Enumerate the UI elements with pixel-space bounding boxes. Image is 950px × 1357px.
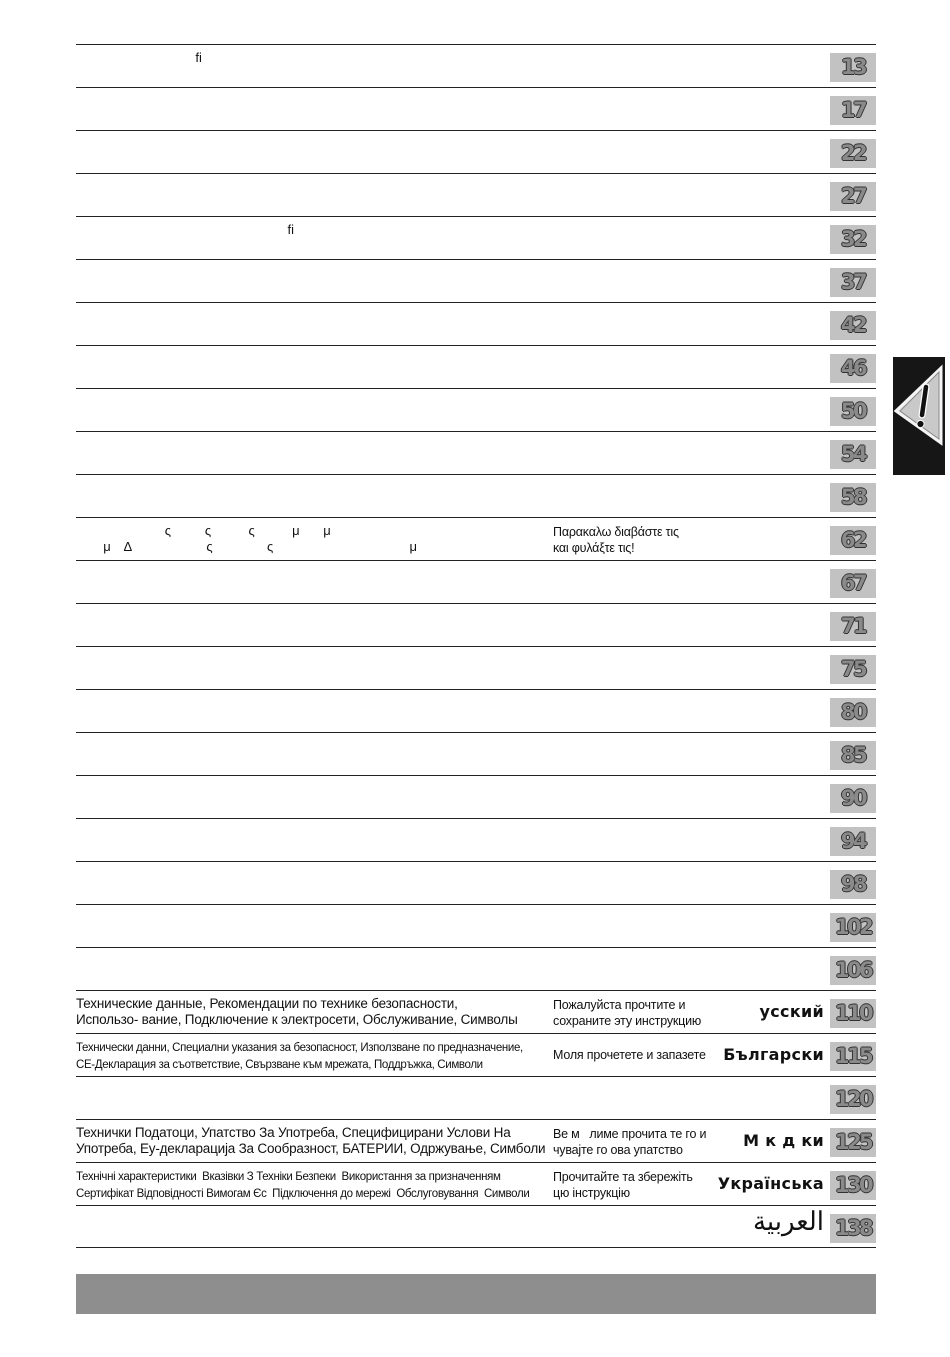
toc-row-note: Пожалуйста прочтите и сохраните эту инструкцию: [553, 998, 702, 1028]
toc-row-note: Моля прочетете и запазете: [553, 1048, 706, 1062]
toc-row: [76, 861, 876, 904]
warning-tab: [893, 357, 945, 475]
page-number-box[interactable]: [830, 1128, 876, 1157]
toc-row: [76, 173, 876, 216]
page-number: 102: [834, 915, 872, 939]
page-number: 71: [840, 614, 866, 638]
page-number-box[interactable]: [830, 268, 876, 297]
page-number: 98: [840, 872, 866, 896]
page-number: 80: [840, 700, 866, 724]
page-number-box[interactable]: [830, 483, 876, 512]
toc-row-description: ς ς ς μ μ μ Δ ς ς μ: [103, 523, 417, 554]
toc-row-language: усский: [759, 1002, 824, 1021]
footer-bar: [76, 1274, 876, 1314]
page-number-box[interactable]: [830, 569, 876, 598]
toc-row: [76, 818, 876, 861]
table-of-contents: [76, 44, 876, 1248]
page-number-box[interactable]: [830, 1042, 876, 1071]
toc-row-language: Українська: [717, 1174, 824, 1193]
page-number-box[interactable]: [830, 1085, 876, 1114]
page-number: 27: [840, 184, 866, 208]
page-number: 85: [840, 743, 866, 767]
toc-row-note: Прочитайте та збережіть цю інструкцію: [553, 1170, 693, 1200]
toc-row-language: Български: [723, 1045, 824, 1064]
toc-row: [76, 1162, 876, 1205]
page-number-box[interactable]: [830, 182, 876, 211]
toc-row: [76, 474, 876, 517]
toc-row: [76, 947, 876, 990]
toc-row: [76, 904, 876, 947]
page-number: 110: [834, 1001, 872, 1025]
page-number-box[interactable]: [830, 96, 876, 125]
toc-row: [76, 44, 876, 87]
page-number-box[interactable]: [830, 870, 876, 899]
page-number-box[interactable]: [830, 956, 876, 985]
toc-row-note: Ве м лиме прочита те го и чувајте го ова упатство: [553, 1127, 707, 1157]
page-number: 94: [840, 829, 866, 853]
page-number: 67: [840, 571, 866, 595]
toc-row-description: ﬁ: [76, 222, 294, 237]
page-number: 90: [840, 786, 866, 810]
toc-row: [76, 302, 876, 345]
page-number-box[interactable]: [830, 397, 876, 426]
toc-row: [76, 259, 876, 302]
page-number-box[interactable]: [830, 913, 876, 942]
page-number-box[interactable]: [830, 999, 876, 1028]
toc-row-description: Технически данни, Специални указания за безопасност, Използване по предназначение, CE-Декларация за съответствие, Свързване към мрежата, Поддръжка, Символи: [76, 1042, 523, 1071]
toc-row: [76, 431, 876, 474]
page-number-box[interactable]: [830, 440, 876, 469]
page-number-box[interactable]: [830, 1171, 876, 1200]
toc-row: [76, 990, 876, 1033]
toc-row: [76, 345, 876, 388]
page-number: 17: [840, 98, 866, 122]
page-number: 32: [840, 227, 866, 251]
page-number: 130: [834, 1173, 872, 1197]
page-number: 46: [840, 356, 866, 380]
page-number-box[interactable]: [830, 827, 876, 856]
page-number-box[interactable]: [830, 526, 876, 555]
toc-row-description: Технические данные, Рекомендации по технике безопасности, Использо- вание, Подключение к электросети, Обслуживание, Символы: [76, 996, 518, 1027]
page-number: 106: [834, 958, 872, 982]
page-number: 58: [840, 485, 866, 509]
page-number-box[interactable]: [830, 1214, 876, 1243]
toc-row: [76, 87, 876, 130]
page-number: 120: [834, 1087, 872, 1111]
toc-row: [76, 646, 876, 689]
toc-row: [76, 775, 876, 818]
toc-row: [76, 689, 876, 732]
page-number: 50: [840, 399, 866, 423]
page-number: 42: [840, 313, 866, 337]
toc-row: [76, 1119, 876, 1162]
toc-row-description: Технічні характеристики Вказівки З Техніки Безпеки Використання за призначенням Сертифікат Відповідності Вимогам Єс Підключення до мережі Обслуговування Символи: [76, 1171, 530, 1200]
toc-row: [76, 1076, 876, 1119]
page-number: 37: [840, 270, 866, 294]
page-number: 125: [834, 1130, 872, 1154]
toc-row: [76, 130, 876, 173]
page-number: 62: [840, 528, 866, 552]
page-number-box[interactable]: [830, 139, 876, 168]
page-number-box[interactable]: [830, 354, 876, 383]
toc-row-description: Технички Податоци, Упатство За Употреба, Специфицирани Услови На Употреба, Еу-декларација За Сообразност, БАТЕРИИ, Одржување, Симболи: [76, 1125, 546, 1156]
toc-row: [76, 388, 876, 431]
toc-row-language: М к д ки: [743, 1131, 824, 1150]
toc-row: [76, 216, 876, 259]
page-number-box[interactable]: [830, 612, 876, 641]
page-number: 138: [834, 1216, 872, 1240]
warning-triangle-icon: [893, 357, 945, 475]
page-number-box[interactable]: [830, 53, 876, 82]
page-number-box[interactable]: [830, 655, 876, 684]
toc-row-language: العربية: [752, 1207, 824, 1237]
page-number: 54: [840, 442, 866, 466]
page-number-box[interactable]: [830, 311, 876, 340]
page-number-box[interactable]: [830, 741, 876, 770]
toc-row: [76, 560, 876, 603]
page-number: 75: [840, 657, 866, 681]
page-number: 115: [834, 1044, 872, 1068]
toc-row: [76, 1033, 876, 1076]
toc-row-description: ﬁ: [76, 50, 202, 65]
page-number: 13: [840, 55, 866, 79]
toc-row: [76, 603, 876, 646]
page-number-box[interactable]: [830, 784, 876, 813]
toc-row: [76, 1205, 876, 1248]
toc-row: [76, 517, 876, 560]
page-number: 22: [840, 141, 866, 165]
toc-row-note: Παρακαλω διαβάστε τις και φυλάξτε τις!: [553, 525, 679, 555]
page-number-box[interactable]: [830, 225, 876, 254]
toc-row: [76, 732, 876, 775]
page-number-box[interactable]: [830, 698, 876, 727]
